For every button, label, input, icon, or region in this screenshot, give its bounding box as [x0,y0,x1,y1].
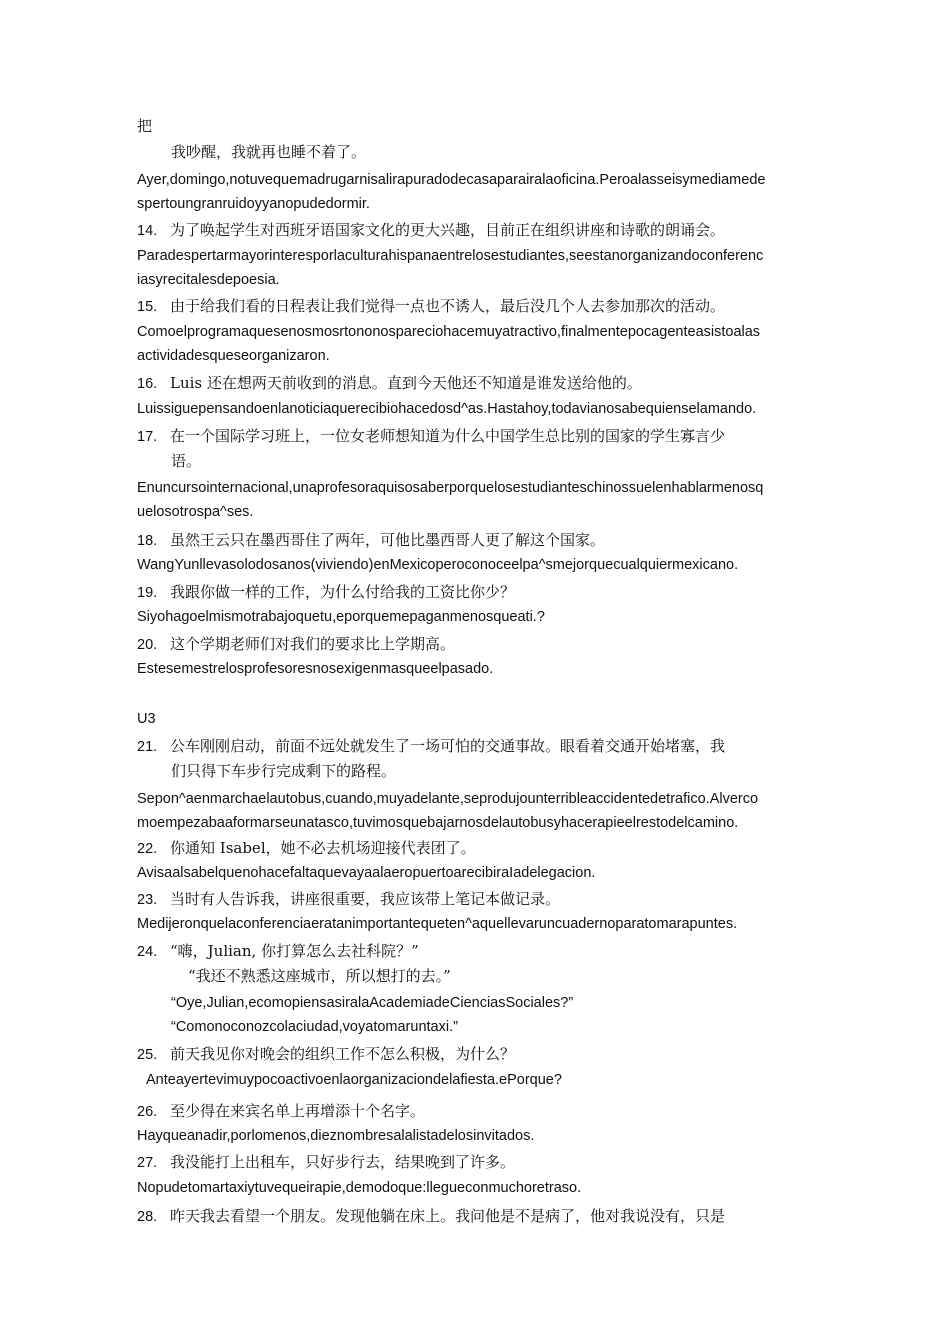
item-22-zh: 22. 你通知 Isabel，她不必去机场迎接代表团了。 [137,839,476,857]
item-23-es: Medijeronquelaconferenciaeratanimportantequeten^aquellevaruncuadernoparatomarapuntes. [137,916,738,932]
item-20-zh: 20. 这个学期老师们对我们的要求比上学期高。 [137,635,456,653]
item-24-es: “Comonoconozcolaciudad,voyatomaruntaxi.” [171,1019,458,1035]
item-19-es: Siyohagoelmismotrabajoquetu,eporquemepaganmenosqueati.? [137,609,545,625]
item-21-es: Sepon^aenmarchaelautobus,cuando,muyadelante,seprodujounterribleaccidentedetrafico.Alverco [137,791,759,807]
item-24-zh-cont: “我还不熟悉这座城市，所以想打的去。” [188,967,451,985]
item-17-zh-cont: 语。 [171,452,202,470]
unit-heading: U3 [137,711,156,727]
item-16-es: Luissiguepensandoenlanoticiaquerecibiohacedosd^as.Hastahoy,todavianosabequienselamando. [137,401,757,417]
item-24-zh: 24. “嗨，Julian, 你打算怎么去社科院？” [137,942,419,960]
item-19-zh: 19. 我跟你做一样的工作，为什么付给我的工资比你少？ [137,583,516,601]
item-17-zh: 17. 在一个国际学习班上，一位女老师想知道为什么中国学生总比别的国家的学生寡言少 [137,427,726,445]
item-21-es: moempezabaaformarseunatasco,tuvimosquebajarnosdelautobusyhacerapieelrestodelcamino. [137,815,739,831]
item-18-zh: 18. 虽然王云只在墨西哥住了两年，可他比墨西哥人更了解这个国家。 [137,531,606,549]
item-25-es: Anteayertevimuypocoactivoenlaorganizaciondelafiesta.ePorque? [146,1072,562,1088]
item-21-zh-cont: 们只得下车步行完成剩下的路程。 [171,762,397,780]
item-14-es: iasyrecitalesdepoesia. [137,272,280,288]
item-25-zh: 25. 前天我见你对晚会的组织工作不怎么积极，为什么？ [137,1045,516,1063]
item-24-es: “Oye,Julian,ecomopiensasiralaAcademiadeCienciasSociales?” [171,995,574,1011]
zh-continuation: 我吵醒，我就再也睡不着了。 [171,143,367,161]
item-26-zh: 26. 至少得在来宾名单上再增添十个名字。 [137,1102,426,1120]
es-translation: Ayer,domingo,notuvequemadrugarnisalirapuradodecasaparairalaoficina.Peroalasseisymediamede [137,172,766,188]
item-26-es: Hayqueanadir,porlomenos,dieznombresalalistadelosinvitados. [137,1128,535,1144]
item-22-es: AvisaalsabelquenohacefaltaquevayaalaeropuertoarecibiraIadelegacion. [137,865,596,881]
item-21-zh: 21. 公车刚刚启动，前面不远处就发生了一场可怕的交通事故。眼看着交通开始堵塞，我 [137,737,726,755]
item-15-es: actividadesqueseorganizaron. [137,348,330,364]
item-27-zh: 27. 我没能打上出租车，只好步行去，结果晚到了许多。 [137,1153,516,1171]
item-17-es: Enuncursointernacional,unaprofesoraquisosaberporquelosestudianteschinossuelenhablarmenosq [137,480,764,496]
item-14-zh: 14. 为了唤起学生对西班牙语国家文化的更大兴趣，目前正在组织讲座和诗歌的朗诵会。 [137,221,726,239]
es-translation: spertoungranruidoyyanopudedormir. [137,196,370,212]
item-14-es: Paradespertarmayorinteresporlaculturahispanaentrelosestudiantes,seestanorganizandoconferenc [137,248,764,264]
item-18-es: WangYunllevasolodosanos(viviendo)enMexicoperoconoceelpa^smejorquecualquiermexicano. [137,557,739,573]
item-15-es: Comoelprogramaquesenosmosrtononospareciohacemuyatractivo,finalmentepocagenteasistoalas [137,324,761,340]
item-15-zh: 15. 由于给我们看的日程表让我们觉得一点也不诱人，最后没几个人去参加那次的活动。 [137,297,726,315]
leading-char: 把 [137,117,153,135]
item-20-es: Estesemestrelosprofesoresnosexigenmasqueelpasado. [137,661,494,677]
item-23-zh: 23. 当时有人告诉我，讲座很重要，我应该带上笔记本做记录。 [137,890,561,908]
item-28-zh: 28. 昨天我去看望一个朋友。发现他躺在床上。我问他是不是病了，他对我说没有，只是 [137,1207,726,1225]
item-16-zh: 16. Luis 还在想两天前收到的消息。直到今天他还不知道是谁发送给他的。 [137,374,642,392]
item-17-es: uelosotrospa^ses. [137,504,254,520]
item-27-es: Nopudetomartaxiytuvequeirapie,demodoque:llegueconmuchoretraso. [137,1180,582,1196]
